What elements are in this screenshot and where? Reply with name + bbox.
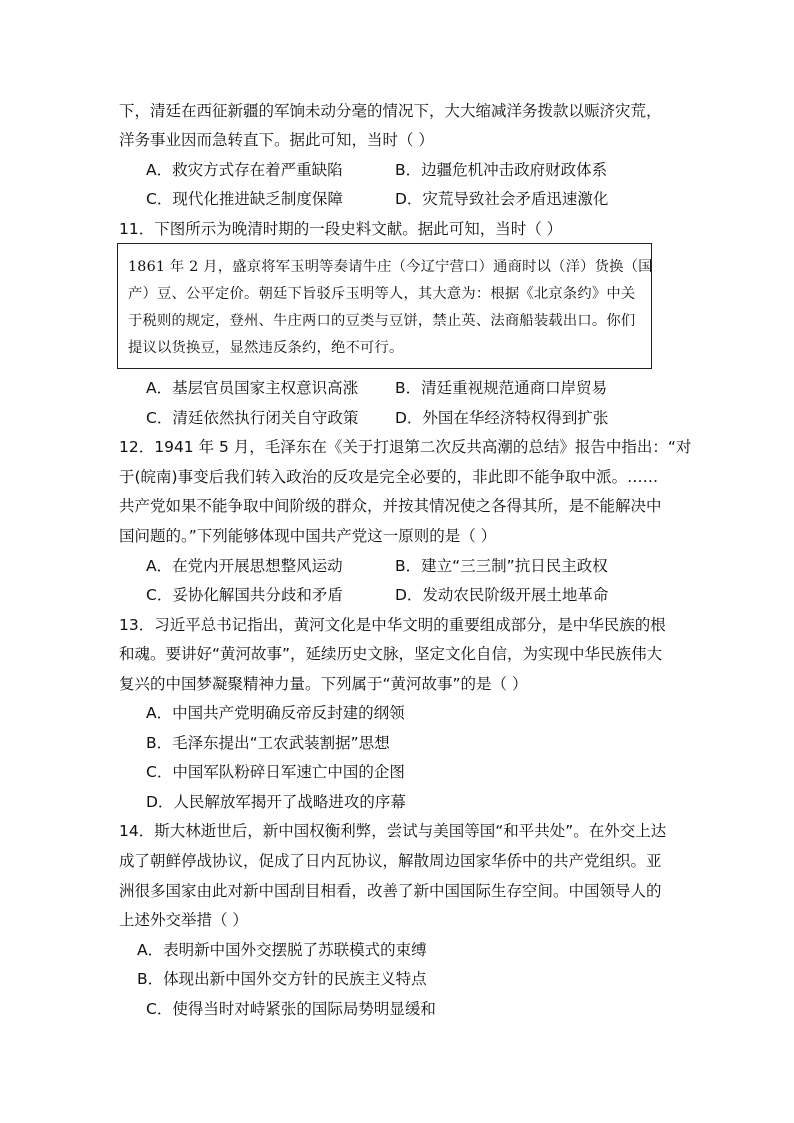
- q14-option-a: A．表明新中国外交摆脱了苏联模式的束缚: [137, 941, 427, 959]
- q12-option-b: B．建立“三三制”抗日民主政权: [395, 557, 608, 575]
- q11-excerpt-line-1: 1861 年 2 月，盛京将军玉明等奏请牛庄（今辽宁营口）通商时以（洋）货换（国: [128, 259, 653, 275]
- q14-stem-line-1: 14．斯大林逝世后，新中国权衡利弊，尝试与美国等国“和平共处”。在外交上达: [119, 822, 667, 840]
- q14-option-b: B．体现出新中国外交方针的民族主义特点: [137, 970, 427, 988]
- q12-stem-line-4: 国问题的。”下列能够体现中国共产党这一原则的是（ ）: [119, 527, 497, 545]
- q11-excerpt-line-4: 提议以货换豆，显然违反条约，绝不可行。: [128, 340, 404, 356]
- q11-option-c: C．清廷依然执行闭关自守政策: [146, 409, 359, 427]
- q13-option-b: B．毛泽东提出“工农武装割据”思想: [146, 734, 390, 752]
- q12-stem-line-1: 12．1941 年 5 月，毛泽东在《关于打退第二次反共高潮的总结》报告中指出：“对: [119, 438, 692, 456]
- q12-option-d: D．发动农民阶级开展土地革命: [395, 586, 609, 604]
- q12-option-a: A．在党内开展思想整风运动: [146, 557, 343, 575]
- q14-stem-line-4: 上述外交举措（ ）: [119, 911, 248, 929]
- q14-stem-line-2: 成了朝鲜停战协议，促成了日内瓦协议，解散周边国家华侨中的共产党组织。亚: [119, 852, 662, 870]
- q11-excerpt-line-3: 于税则的规定，登州、牛庄两口的豆类与豆饼，禁止英、法商船装载出口。你们: [128, 313, 636, 329]
- q14-option-c: C．使得当时对峙紧张的国际局势明显缓和: [146, 1000, 436, 1018]
- q11-source-excerpt-box: [117, 243, 652, 369]
- q13-stem-line-1: 13．习近平总书记指出，黄河文化是中华文明的重要组成部分，是中华民族的根: [119, 616, 666, 634]
- q13-stem-line-2: 和魂。要讲好“黄河故事”，延续历史文脉，坚定文化自信，为实现中华民族伟大: [119, 645, 663, 663]
- q10-option-d: D．灾荒导致社会矛盾迅速激化: [395, 190, 609, 208]
- q11-option-d: D．外国在华经济特权得到扩张: [395, 409, 609, 427]
- q14-stem-line-3: 洲很多国家由此对新中国刮目相看，改善了新中国国际生存空间。中国领导人的: [119, 882, 662, 900]
- q10-option-b: B．边疆危机冲击政府财政体系: [395, 161, 608, 179]
- q11-option-a: A．基层官员国家主权意识高涨: [146, 379, 359, 397]
- q13-stem-line-3: 复兴的中国梦凝聚精神力量。下列属于“黄河故事”的是（ ）: [119, 675, 528, 693]
- q11-excerpt-line-2: 产）豆、公平定价。朝廷下旨驳斥玉明等人，其大意为：根据《北京条约》中关: [128, 286, 636, 302]
- q12-stem-line-2: 于(皖南)事变后我们转入政治的反攻是完全必要的，非此即不能争取中派。……: [119, 468, 659, 486]
- q12-stem-line-3: 共产党如果不能争取中间阶级的群众，并按其情况使之各得其所，是不能解决中: [119, 497, 662, 515]
- q13-option-c: C．中国军队粉碎日军速亡中国的企图: [146, 763, 405, 781]
- q11-option-b: B．清廷重视规范通商口岸贸易: [395, 379, 608, 397]
- q13-option-a: A．中国共产党明确反帝反封建的纲领: [146, 704, 405, 722]
- q12-option-c: C．妥协化解国共分歧和矛盾: [146, 586, 343, 604]
- q11-stem: 11．下图所示为晚清时期的一段史料文献。据此可知，当时（ ）: [119, 220, 563, 238]
- q13-option-d: D．人民解放军揭开了战略进攻的序幕: [146, 793, 406, 811]
- q10-stem-line-1: 下，清廷在西征新疆的军饷未动分毫的情况下，大大缩减洋务拨款以赈济灾荒，: [119, 102, 662, 120]
- q10-stem-line-2: 洋务事业因而急转直下。据此可知，当时（ ）: [119, 131, 434, 149]
- q10-option-a: A．救灾方式存在着严重缺陷: [146, 161, 343, 179]
- q10-option-c: C．现代化推进缺乏制度保障: [146, 190, 343, 208]
